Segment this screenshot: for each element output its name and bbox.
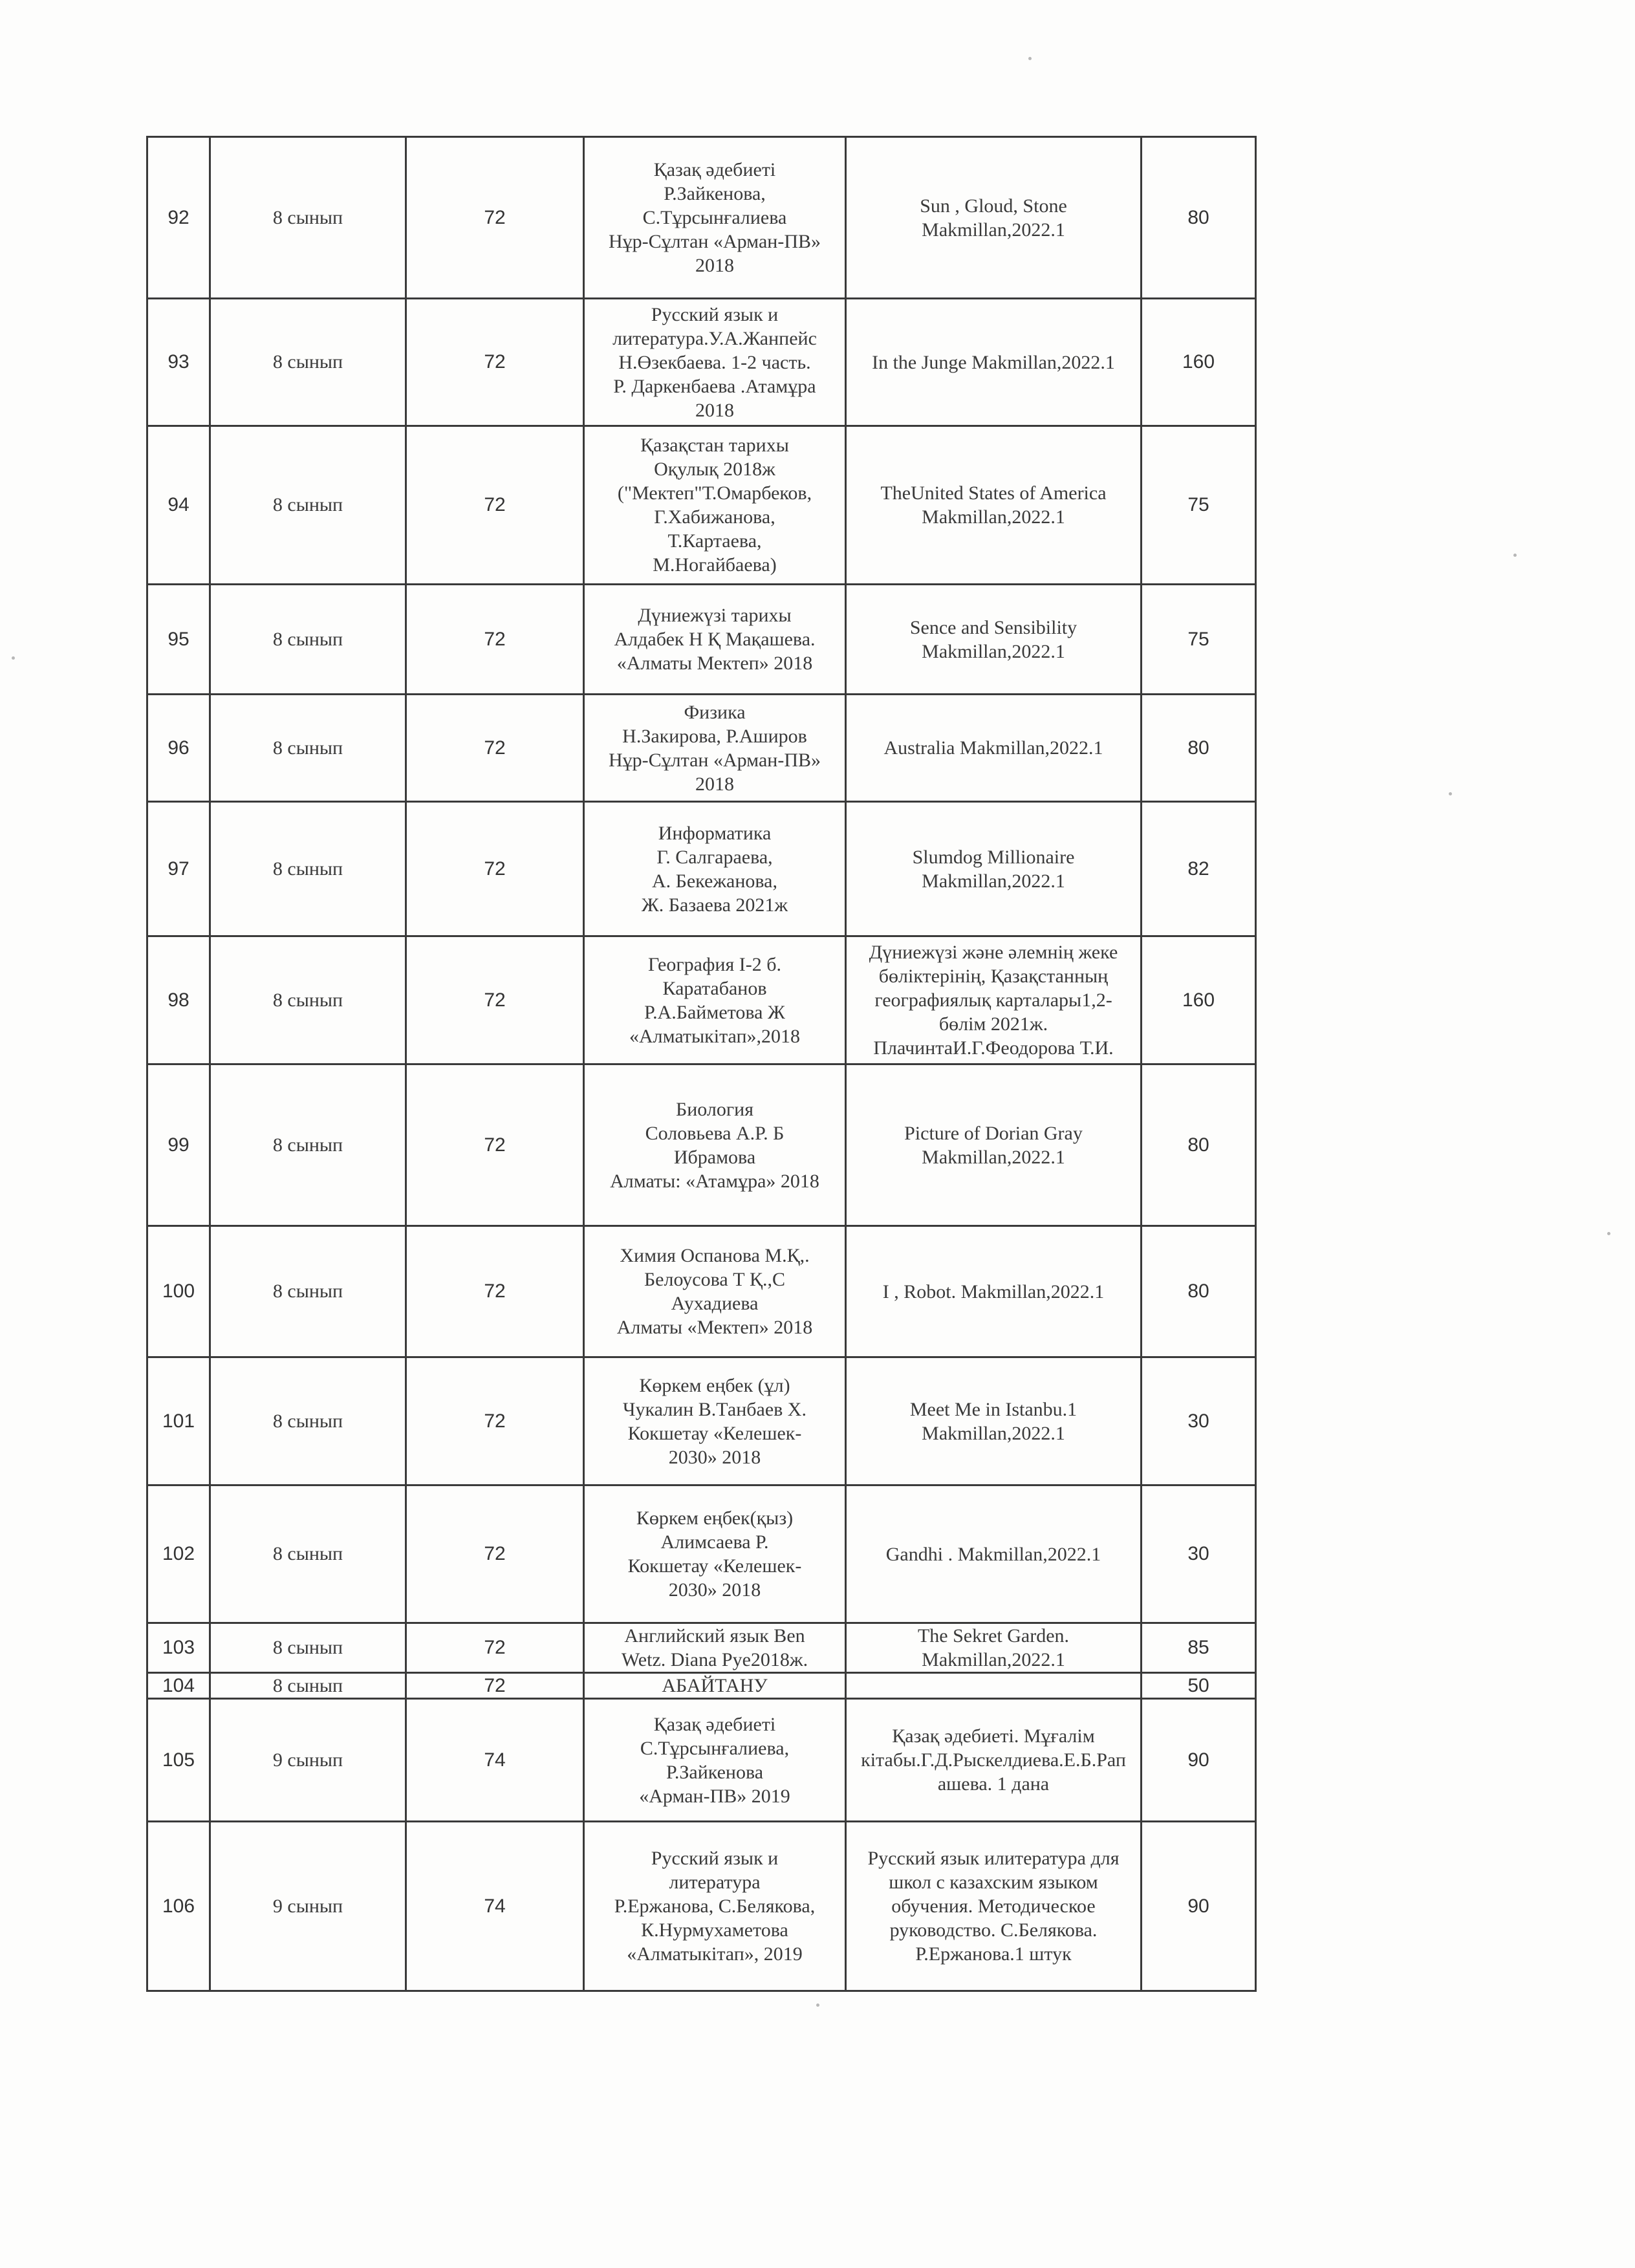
textbook-cell-line: Т.Картаева, [667,530,762,552]
textbook-cell-line: «Алматыкітап», 2019 [627,1943,803,1965]
hours-cell: 72 [406,585,584,695]
textbook-cell-line: Кокшетау «Келешек- [627,1555,802,1577]
reader-cell-line: географиялық карталары1,2- [874,989,1112,1011]
reader-cell [846,936,1142,1064]
reader-cell-line: Русский язык илитература для [867,1848,1120,1869]
reader-cell-line: обучения. Методическое [891,1895,1096,1917]
reader-cell-lines [850,1280,1136,1304]
reader-cell [846,695,1142,802]
quantity-cell: 160 [1142,936,1256,1064]
grade-cell: 8 сынып [210,936,406,1064]
reader-cell [846,802,1142,936]
grade-cell: 8 сынып [210,1485,406,1623]
table-row [147,1064,1256,1226]
row-number-cell: 98 [147,936,210,1064]
quantity-cell: 75 [1142,426,1256,585]
textbook-cell-line: Биология [675,1098,753,1120]
grade-cell: 8 сынып [210,1357,406,1485]
textbook-cell-line: 2018 [695,255,734,276]
grade-cell: 8 сынып [210,137,406,299]
hours-cell: 72 [406,695,584,802]
textbook-cell-line: Г. Салгараева, [656,846,773,868]
table-row [147,1226,1256,1357]
textbook-cell-line: Р.Зайкенова [666,1761,764,1783]
reader-cell [846,299,1142,426]
reader-cell-line: Slumdog Millionaire [912,846,1075,868]
quantity-cell: 82 [1142,802,1256,936]
row-number-cell: 96 [147,695,210,802]
row-number-cell: 106 [147,1822,210,1991]
textbook-cell-line: Русский язык и [651,1848,779,1869]
table-body [147,137,1256,1991]
reader-cell [846,1357,1142,1485]
hours-cell: 72 [406,1673,584,1699]
textbook-cell-line: Wetz. Diana Pye2018ж. [621,1649,808,1670]
grade-cell: 8 сынып [210,585,406,695]
textbook-cell [584,1822,846,1991]
textbook-cell [584,802,846,936]
quantity-cell: 80 [1142,1226,1256,1357]
reader-cell-lines [850,194,1136,242]
table-row [147,1357,1256,1485]
table-row [147,695,1256,802]
grade-cell: 9 сынып [210,1699,406,1822]
textbook-cell-lines [589,953,841,1048]
textbook-cell-line: Н.Өзекбаева. 1-2 часть. [618,351,811,373]
reader-cell-lines [850,940,1136,1060]
reader-cell-lines [850,1846,1136,1966]
row-number-cell: 95 [147,585,210,695]
textbook-cell-line: Алимсаева Р. [660,1531,769,1553]
textbook-cell-line: Химия Оспанова М.Қ,. [620,1245,810,1266]
textbook-cell-line: 2030» 2018 [668,1446,761,1468]
textbook-table [146,136,1257,1992]
textbook-cell-lines [589,1674,841,1698]
textbook-cell-lines [589,1506,841,1602]
hours-cell: 72 [406,1485,584,1623]
reader-cell-line: школ с казахским языком [889,1872,1098,1893]
textbook-cell-line: литература [669,1872,761,1893]
reader-cell-line: Australia Makmillan,2022.1 [883,737,1103,759]
quantity-cell: 90 [1142,1699,1256,1822]
textbook-cell [584,1699,846,1822]
grade-cell: 8 сынып [210,802,406,936]
textbook-cell-line: Алматы «Мектеп» 2018 [616,1317,813,1338]
reader-cell-line: бөліктерінің, Қазақстанның [878,966,1109,987]
reader-cell-line: ашева. 1 дана [937,1773,1050,1795]
grade-cell: 8 сынып [210,1064,406,1226]
scan-speck [1028,57,1032,60]
textbook-cell-line: Көркем еңбек (ұл) [639,1374,790,1396]
hours-cell: 72 [406,1226,584,1357]
textbook-cell-line: Р.А.Байметова Ж [644,1001,785,1023]
scan-speck [1513,554,1517,557]
reader-cell-line: I , Robot. Makmillan,2022.1 [882,1280,1105,1302]
reader-cell-line: Gandhi . Makmillan,2022.1 [885,1543,1101,1565]
reader-cell [846,1064,1142,1226]
table-row [147,1485,1256,1623]
reader-cell [846,1822,1142,1991]
table-row [147,299,1256,426]
textbook-cell-lines [589,433,841,577]
textbook-cell-line: А. Бекежанова, [651,870,778,892]
quantity-cell: 80 [1142,137,1256,299]
textbook-cell-lines [589,700,841,796]
textbook-cell-line: 2018 [695,399,734,421]
reader-cell [846,1485,1142,1623]
reader-cell [846,1226,1142,1357]
textbook-cell-line: Р.Ержанова, С.Белякова, [614,1895,816,1917]
textbook-cell [584,1357,846,1485]
grade-cell: 9 сынып [210,1822,406,1991]
reader-cell [846,426,1142,585]
textbook-cell-line: Қазақ әдебиеті [653,159,776,180]
reader-cell-line: In the Junge Makmillan,2022.1 [872,351,1115,373]
table-row [147,426,1256,585]
reader-cell-line: Дүниежүзі және әлемнің жеке [869,942,1118,963]
scan-speck [1607,1232,1610,1235]
reader-cell-line: Meet Me in Istanbu.1 [909,1398,1077,1420]
textbook-cell-line: Соловьева А.Р. Б [645,1122,785,1144]
textbook-cell [584,936,846,1064]
textbook-cell-line: С.Тұрсынғалиева, [640,1737,790,1759]
hours-cell: 72 [406,802,584,936]
reader-cell-line: Makmillan,2022.1 [922,506,1065,528]
textbook-cell-line: Г.Хабижанова, [654,506,775,528]
textbook-cell-lines [589,1097,841,1193]
textbook-cell [584,1485,846,1623]
reader-cell-line: Makmillan,2022.1 [922,870,1065,892]
quantity-cell: 80 [1142,1064,1256,1226]
table-row [147,1699,1256,1822]
table-row [147,1822,1256,1991]
quantity-cell: 85 [1142,1623,1256,1673]
textbook-cell [584,299,846,426]
textbook-cell-lines [589,1244,841,1339]
textbook-cell-lines [589,158,841,277]
reader-cell [846,1699,1142,1822]
textbook-cell-lines [589,1374,841,1469]
textbook-cell-line: Русский язык и [651,303,779,325]
reader-cell-line: Makmillan,2022.1 [922,1422,1065,1444]
hours-cell: 72 [406,1064,584,1226]
textbook-cell-line: Дүниежүзі тарихы [638,605,792,626]
textbook-cell-line: Аухадиева [671,1293,759,1314]
scan-speck [1449,792,1452,795]
textbook-cell-line: 2030» 2018 [668,1579,761,1601]
textbook-cell-line: Каратабанов [662,977,767,999]
textbook-cell-line: География І-2 б. [647,953,782,975]
textbook-cell [584,1226,846,1357]
reader-cell-line: Sun , Gloud, Stone [920,195,1067,217]
reader-cell-line: ПлачинтаИ.Г.Феодорова Т.И. [873,1037,1114,1059]
hours-cell: 72 [406,137,584,299]
reader-cell-line: The Sekret Garden. [917,1625,1070,1647]
grade-cell: 8 сынып [210,426,406,585]
reader-cell-lines [850,736,1136,760]
table-row [147,585,1256,695]
quantity-cell: 30 [1142,1485,1256,1623]
textbook-cell-line: Ибрамова [673,1146,756,1168]
reader-cell-line: бөлім 2021ж. [938,1013,1048,1035]
textbook-cell [584,695,846,802]
table-row [147,802,1256,936]
textbook-cell-line: «Алматыкітап»,2018 [629,1025,801,1047]
textbook-cell-line: Көркем еңбек(қыз) [636,1507,794,1529]
textbook-cell-line: «Алматы Мектеп» 2018 [616,653,813,674]
textbook-cell [584,1673,846,1699]
textbook-cell-lines [589,1846,841,1966]
reader-cell-lines [850,1121,1136,1169]
hours-cell: 72 [406,936,584,1064]
reader-cell-lines [850,481,1136,529]
textbook-cell-line: «Арман-ПВ» 2019 [639,1785,790,1807]
row-number-cell: 93 [147,299,210,426]
reader-cell-lines [850,1724,1136,1796]
textbook-cell [584,426,846,585]
row-number-cell: 92 [147,137,210,299]
textbook-cell-line: Қазақ әдебиеті [653,1713,776,1735]
reader-cell-line: Р.Ержанова.1 штук [915,1943,1072,1965]
grade-cell: 8 сынып [210,695,406,802]
textbook-cell-line: Р.Зайкенова, [664,183,766,204]
textbook-cell-lines [589,603,841,675]
reader-cell [846,137,1142,299]
textbook-cell-line: Нұр-Сұлтан «Арман-ПВ» [608,749,821,771]
quantity-cell: 30 [1142,1357,1256,1485]
textbook-cell-line: Р. Даркенбаева .Атамұра [613,375,816,397]
textbook-cell-line: Физика [684,701,746,723]
textbook-cell-line: С.Тұрсынғалиева [642,207,787,228]
reader-cell-line: TheUnited States of America [880,482,1107,504]
textbook-cell-line: Қазақстан тарихы [640,435,789,456]
hours-cell: 72 [406,1623,584,1673]
textbook-cell-line: М.Ногайбаева) [653,554,777,576]
table-row [147,1673,1256,1699]
textbook-cell-lines [589,1712,841,1808]
textbook-cell-lines [589,1624,841,1672]
reader-cell-line: кітабы.Г.Д.Рыскелдиева.Е.Б.Рап [861,1749,1126,1771]
row-number-cell: 99 [147,1064,210,1226]
textbook-cell-lines [589,821,841,917]
table-row [147,137,1256,299]
quantity-cell: 75 [1142,585,1256,695]
reader-cell-line: Makmillan,2022.1 [922,219,1065,241]
textbook-cell [584,1623,846,1673]
textbook-cell-line: К.Нурмухаметова [641,1919,788,1941]
textbook-cell-line: литература.У.А.Жанпейс [612,327,817,349]
textbook-cell-line: Оқулық 2018ж [654,459,775,480]
textbook-cell [584,1064,846,1226]
row-number-cell: 102 [147,1485,210,1623]
textbook-cell-line: Кокшетау «Келешек- [627,1422,802,1444]
grade-cell: 8 сынып [210,1226,406,1357]
textbook-cell-line: Чукалин В.Танбаев Х. [623,1398,807,1420]
quantity-cell: 50 [1142,1673,1256,1699]
quantity-cell: 90 [1142,1822,1256,1991]
reader-cell-lines [850,351,1136,374]
textbook-cell-line: ("Мектеп"Т.Омарбеков, [617,482,812,504]
row-number-cell: 103 [147,1623,210,1673]
scan-speck [816,2003,819,2007]
reader-cell-line: Makmillan,2022.1 [922,1146,1065,1168]
hours-cell: 74 [406,1699,584,1822]
textbook-cell-line: Ж. Базаева 2021ж [641,894,788,916]
row-number-cell: 105 [147,1699,210,1822]
hours-cell: 74 [406,1822,584,1991]
textbook-cell-line: Информатика [658,822,772,844]
row-number-cell: 104 [147,1673,210,1699]
reader-cell [846,1673,1142,1699]
grade-cell: 8 сынып [210,1673,406,1699]
textbook-cell-line: Алматы: «Атамұра» 2018 [610,1170,819,1192]
reader-cell [846,1623,1142,1673]
hours-cell: 72 [406,426,584,585]
textbook-cell-line: АБАЙТАНУ [662,1675,768,1696]
textbook-cell-line: Нұр-Сұлтан «Арман-ПВ» [608,231,821,252]
reader-cell-line: руководство. С.Белякова. [889,1919,1098,1941]
textbook-cell-line: Н.Закирова, Р.Аширов [622,725,807,747]
textbook-cell-line: Английский язык Ben [624,1625,805,1647]
row-number-cell: 100 [147,1226,210,1357]
textbook-cell-line: Алдабек Н Қ Мақашева. [614,629,816,650]
row-number-cell: 97 [147,802,210,936]
hours-cell: 72 [406,299,584,426]
row-number-cell: 94 [147,426,210,585]
textbook-cell-lines [589,303,841,422]
textbook-cell-line: 2018 [695,773,734,795]
reader-cell-line: Sence and Sensibility [909,616,1077,638]
quantity-cell: 160 [1142,299,1256,426]
scan-speck [12,656,15,660]
reader-cell [846,585,1142,695]
grade-cell: 8 сынып [210,1623,406,1673]
reader-cell-line: Picture of Dorian Gray [904,1122,1083,1144]
quantity-cell: 80 [1142,695,1256,802]
textbook-cell [584,585,846,695]
reader-cell-line: Makmillan,2022.1 [922,640,1065,662]
grade-cell: 8 сынып [210,299,406,426]
hours-cell: 72 [406,1357,584,1485]
reader-cell-lines [850,1398,1136,1445]
reader-cell-lines [850,1542,1136,1566]
reader-cell-lines [850,616,1136,664]
row-number-cell: 101 [147,1357,210,1485]
reader-cell-lines [850,1624,1136,1672]
reader-cell-line: Makmillan,2022.1 [922,1649,1065,1670]
table-row [147,936,1256,1064]
reader-cell-line: Қазақ әдебиеті. Мұғалім [892,1725,1095,1747]
textbook-cell [584,137,846,299]
table-row [147,1623,1256,1673]
textbook-cell-line: Белоусова Т Қ.,С [644,1269,786,1290]
reader-cell-lines [850,845,1136,893]
